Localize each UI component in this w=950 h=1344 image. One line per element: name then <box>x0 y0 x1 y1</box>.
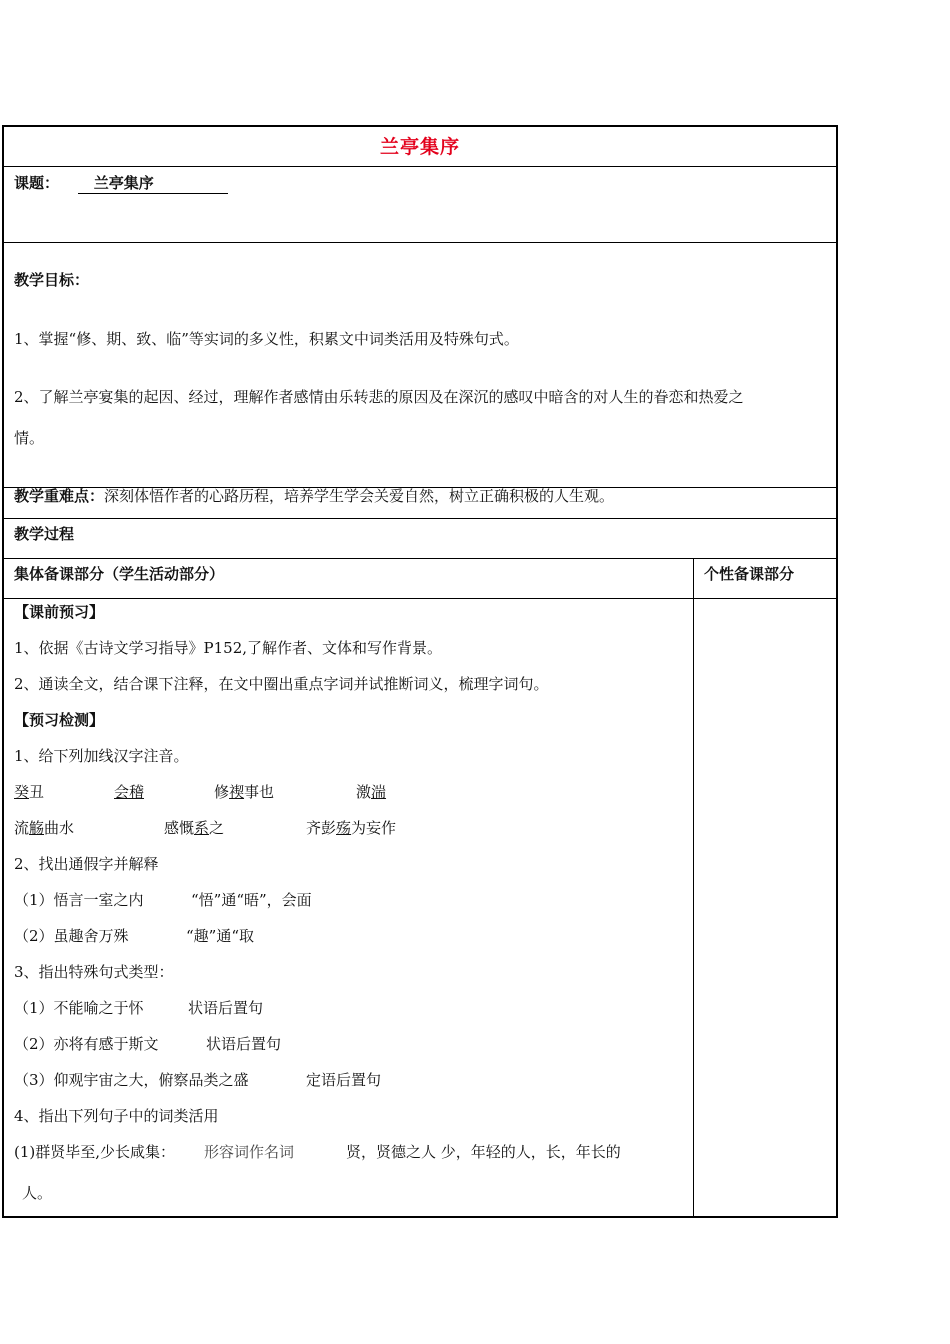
preview-item-2: 2、通读全文，结合课下注释，在文中圈出重点字词并试推断词义，梳理字词句。 <box>14 675 549 693</box>
goal-item-1: 1、掌握“修、期、致、临”等实词的多义性，积累文中词类活用及特殊句式。 <box>14 330 519 348</box>
question-3-item-1: （1）不能喻之于怀 <box>14 999 144 1017</box>
process-row <box>4 519 836 559</box>
pinyin-word: 齐彭殇为妄作 <box>306 819 397 837</box>
key-points-text: 深刻体悟作者的心路历程，培养学生学会关爱自然，树立正确积极的人生观。 <box>104 487 615 505</box>
question-2-answer-1: “悟”通“晤”，会面 <box>191 891 312 909</box>
question-2-item-2: （2）虽趣舍万殊 <box>14 927 129 945</box>
page-title: 兰亭集序 <box>379 136 460 158</box>
goal-item-2-cont: 情。 <box>14 429 45 447</box>
check-heading: 【预习检测】 <box>14 711 105 729</box>
pinyin-word: 癸丑 <box>14 783 45 801</box>
preview-item-1: 1、依据《古诗文学习指导》P152,了解作者、文体和写作背景。 <box>14 639 443 657</box>
topic-label: 课题： <box>14 174 60 192</box>
question-2-item-1: （1）悟言一室之内 <box>14 891 144 909</box>
question-4: 4、指出下列句子中的词类活用 <box>14 1107 219 1125</box>
question-3-item-3: （3）仰观宇宙之大，俯察品类之盛 <box>14 1071 249 1089</box>
topic-value: 兰亭集序 <box>78 173 228 194</box>
title-row <box>4 127 836 167</box>
pinyin-word: 会稽 <box>114 783 145 801</box>
question-4-answer: 贤，贤德之人 少，年轻的人，长，年长的 <box>346 1143 621 1161</box>
lesson-plan-table <box>2 125 838 1218</box>
goals-heading: 教学目标： <box>14 271 90 289</box>
goal-item-2: 2、了解兰亭宴集的起因、经过，理解作者感情由乐转悲的原因及在深沉的感叹中暗含的对人生的眷恋和热爱之 <box>14 388 744 406</box>
question-3-answer-1: 状语后置句 <box>188 999 264 1017</box>
key-points-row <box>4 488 836 519</box>
pinyin-word: 感慨系之 <box>164 819 225 837</box>
pinyin-word: 激湍 <box>356 783 387 801</box>
left-column-header: 集体备课部分（学生活动部分） <box>14 565 225 583</box>
question-2: 2、找出通假字并解释 <box>14 855 159 873</box>
question-2-answer-2: “趣”通“取 <box>186 927 255 945</box>
topic-row <box>4 167 836 243</box>
content-row <box>4 599 836 1216</box>
question-1: 1、给下列加线汉字注音。 <box>14 747 189 765</box>
question-3-answer-3: 定语后置句 <box>306 1071 382 1089</box>
question-3-answer-2: 状语后置句 <box>206 1035 282 1053</box>
question-3-item-2: （2）亦将有感于斯文 <box>14 1035 159 1053</box>
pinyin-word: 修禊事也 <box>214 783 275 801</box>
pinyin-word: 流觞曲水 <box>14 819 75 837</box>
question-3: 3、指出特殊句式类型： <box>14 963 174 981</box>
right-column-header: 个性备课部分 <box>704 565 795 583</box>
process-label: 教学过程 <box>14 525 75 543</box>
key-points-label: 教学重难点： <box>14 487 105 505</box>
column-header-row <box>4 559 836 599</box>
preview-heading: 【课前预习】 <box>14 603 105 621</box>
question-4-type: 形容词作名词 <box>204 1143 295 1161</box>
goals-row <box>4 243 836 488</box>
question-4-item-1: (1)群贤毕至,少长咸集： <box>14 1143 176 1161</box>
question-4-answer-cont: 人。 <box>22 1184 53 1202</box>
